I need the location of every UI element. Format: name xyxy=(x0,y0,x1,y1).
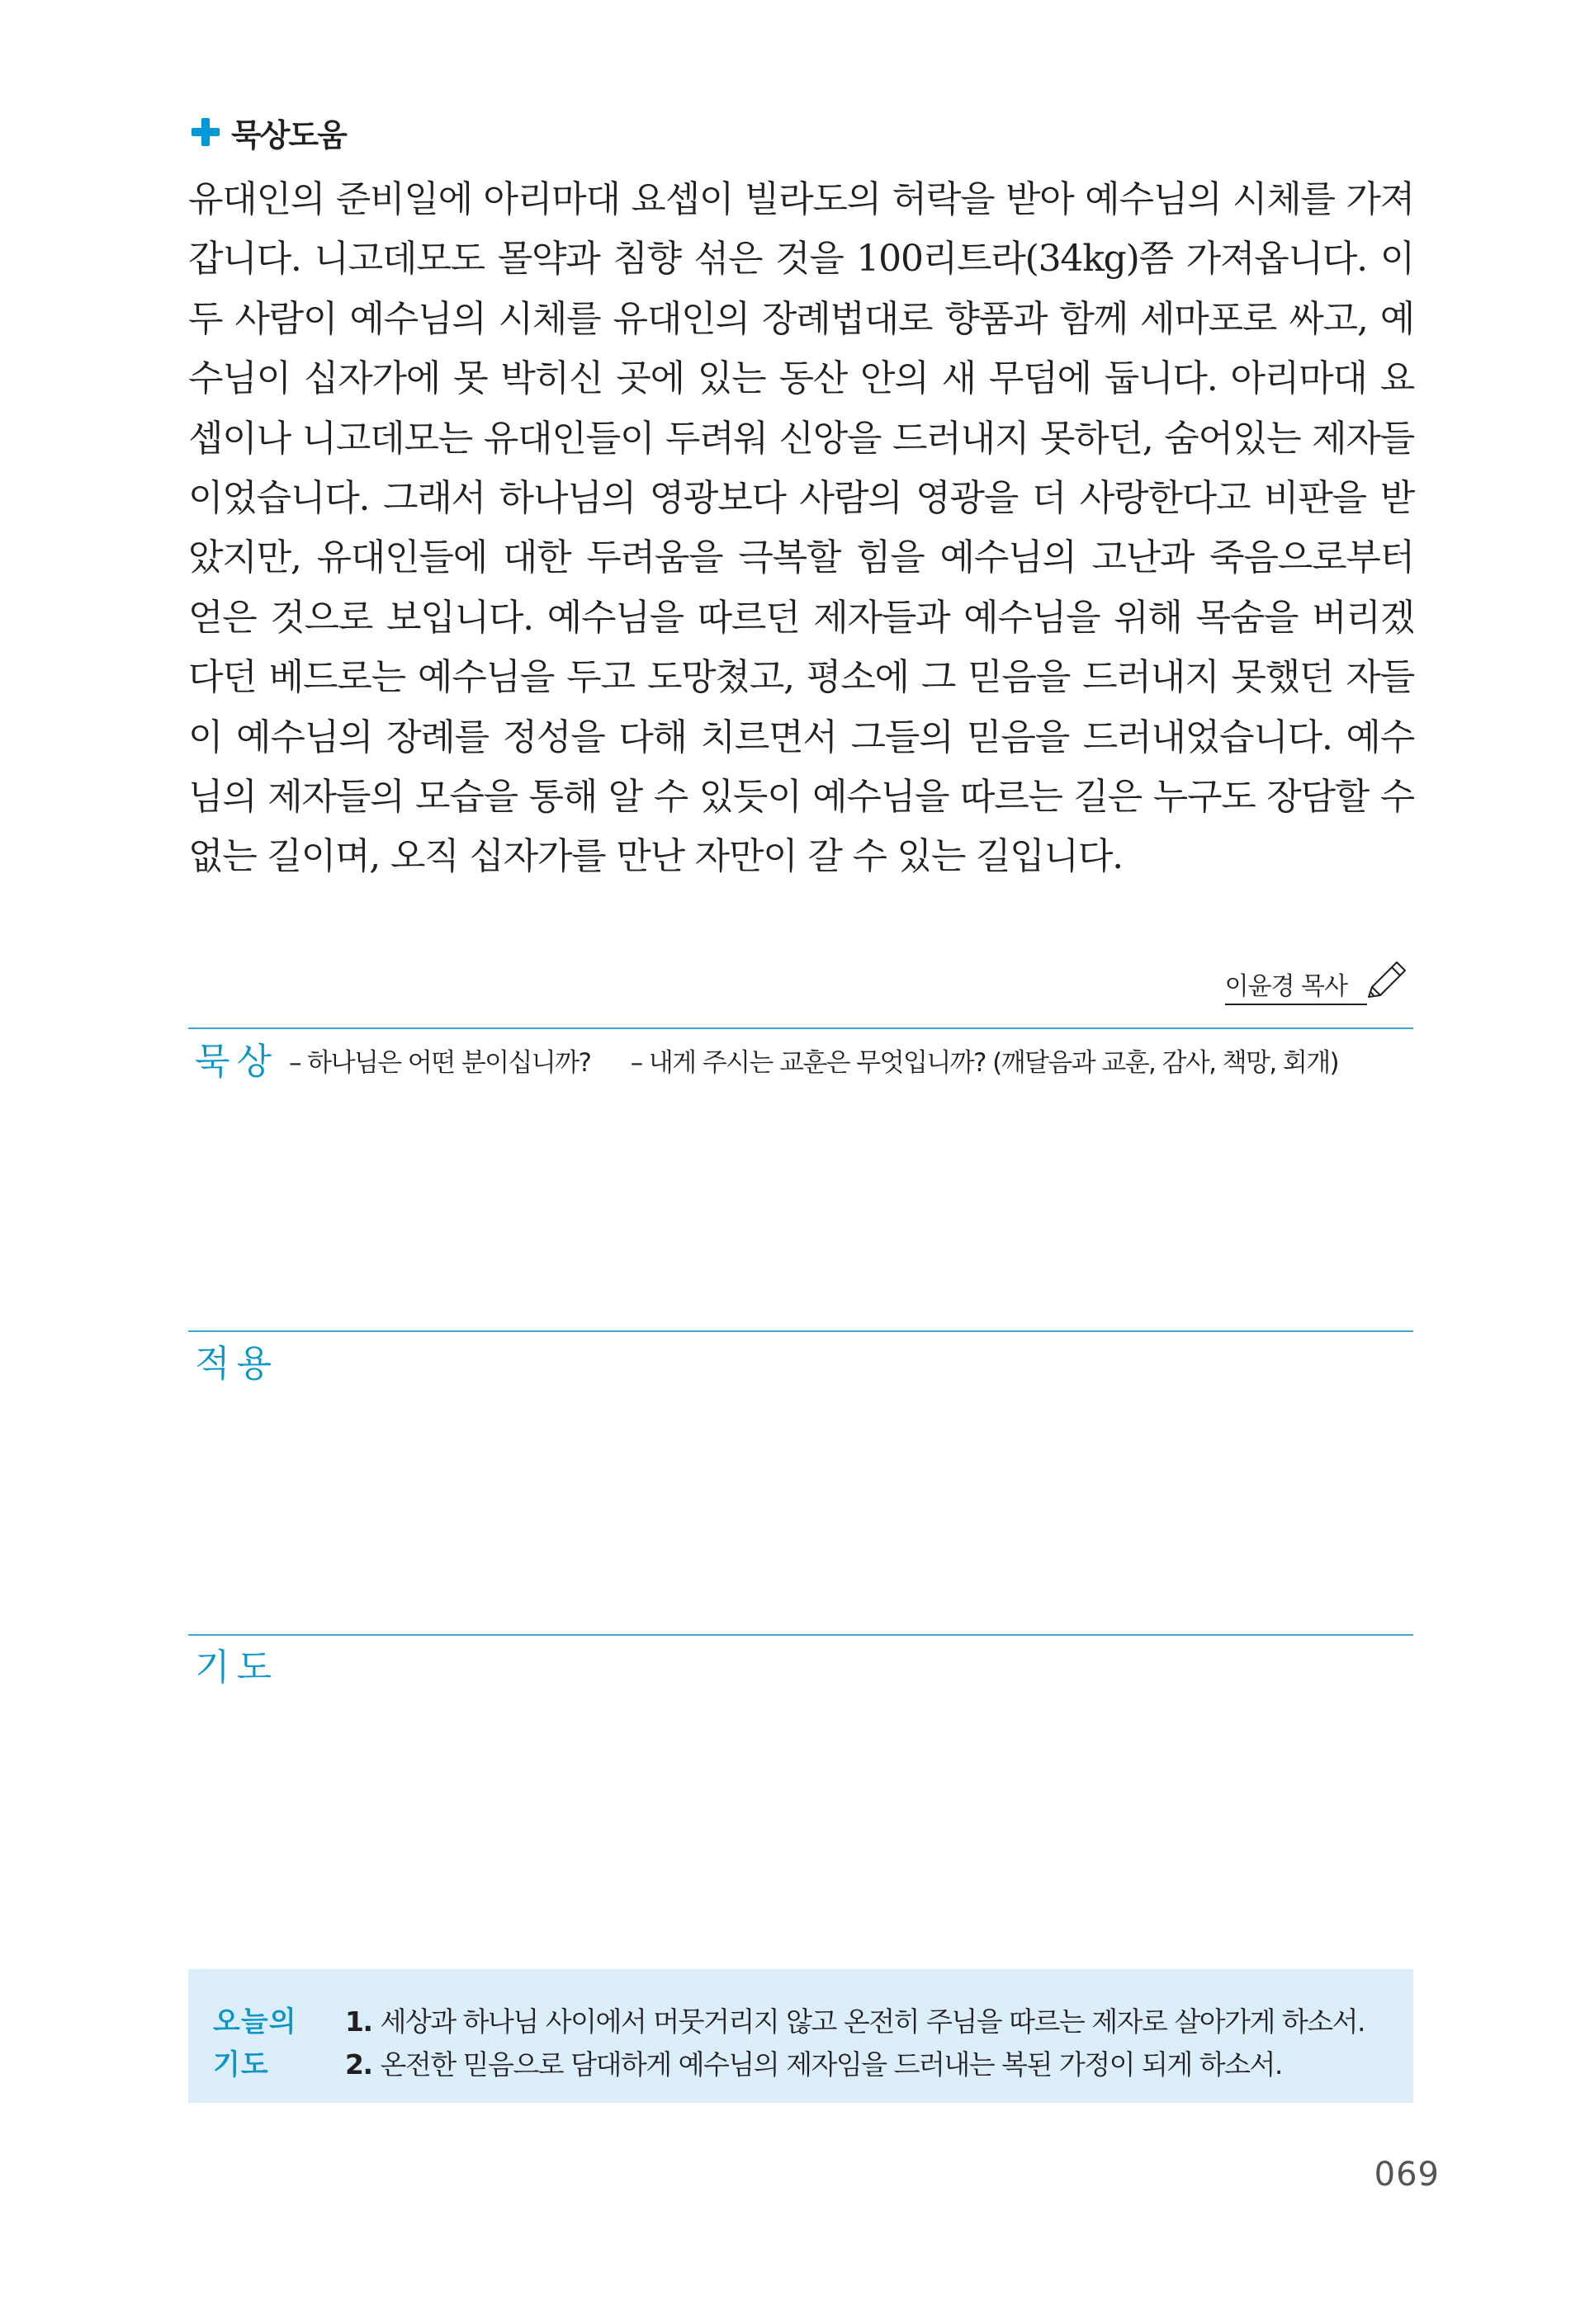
author-name: 이윤경 목사 xyxy=(1225,966,1367,1005)
meditation-prompt-2: – 내게 주시는 교훈은 무엇입니까? (깨달음과 교훈, 감사, 책망, 회개) xyxy=(630,1048,1339,1078)
todays-prayer-item-text: 세상과 하나님 사이에서 머뭇거리지 않고 온전히 주님을 따르는 제자로 살아가게 하소서. xyxy=(380,2005,1365,2038)
meditation-prompt-1: – 하나님은 어떤 분이십니까? xyxy=(289,1048,591,1078)
pencil-icon xyxy=(1360,956,1410,1005)
section-heading xyxy=(192,107,346,157)
todays-prayer-label-line2: 기도 xyxy=(213,2048,269,2081)
todays-prayer-item-number: 2. xyxy=(345,2048,372,2081)
meditation-label: 묵상 xyxy=(195,1041,279,1083)
todays-prayer-items xyxy=(345,2000,1365,2086)
meditation-help-text: 유대인의 준비일에 아리마대 요셉이 빌라도의 허락을 받아 예수님의 시체를 가져갑니다. 니고데모도 몰약과 침향 섞은 것을 100리트라(34kg)쯤 가져옵니다. 이 두 사람이 예수님의 시체를 유대인의 장례법대로 향품과 함께 세마포로 싸고, 예수님이 십자가에 못 박히신 곳에 있는 동산 안의 새 무덤에 둡니다. 아리마대 요셉이나 니고데모는 유대인들이 두려워 신앙을 드러내지 못하던, 숨어있는 제자들이었습니다. 그래서 하나님의 영광보다 사람의 영광을 더 사랑한다고 비판을 받았지만, 유대인들에 대한 두려움을 극복할 힘을 예수님의 고난과 죽음으로부터 얻은 것으로 보입니다. 예수님을 따르던 제자들과 예수님을 위해 목숨을 버리겠다던 베드로는 예수님을 두고 도망쳤고, 평소에 그 믿음을 드러내지 못했던 자들이 예수님의 장례를 정성을 다해 치르면서 그들의 믿음을 드러내었습니다. 예수님의 제자들의 모습을 통해 알 수 있듯이 예수님을 따르는 길은 누구도 장담할 수 없는 길이며, 오직 십자가를 만난 자만이 갈 수 있는 길입니다. xyxy=(188,178,1414,878)
application-divider xyxy=(188,1330,1413,1332)
meditation-divider xyxy=(188,1027,1413,1029)
meditation-prompts xyxy=(289,1042,1371,1079)
todays-prayer-item xyxy=(345,2000,1365,2043)
prayer-label: 기도 xyxy=(195,1646,279,1689)
page-number: 069 xyxy=(1374,2156,1440,2194)
todays-prayer-item-number: 1. xyxy=(345,2005,372,2038)
todays-prayer-box xyxy=(188,1969,1413,2103)
section-heading-title: 묵상도움 xyxy=(231,116,346,154)
todays-prayer-label xyxy=(213,2000,304,2086)
application-label: 적용 xyxy=(195,1343,279,1385)
todays-prayer-item xyxy=(345,2043,1365,2086)
plus-icon xyxy=(192,118,220,146)
author-signature xyxy=(1225,956,1410,1005)
prayer-divider xyxy=(188,1634,1413,1636)
todays-prayer-label-line1: 오늘의 xyxy=(213,2005,297,2038)
todays-prayer-item-text: 온전한 믿음으로 담대하게 예수님의 제자임을 드러내는 복된 가정이 되게 하소서. xyxy=(380,2048,1282,2081)
